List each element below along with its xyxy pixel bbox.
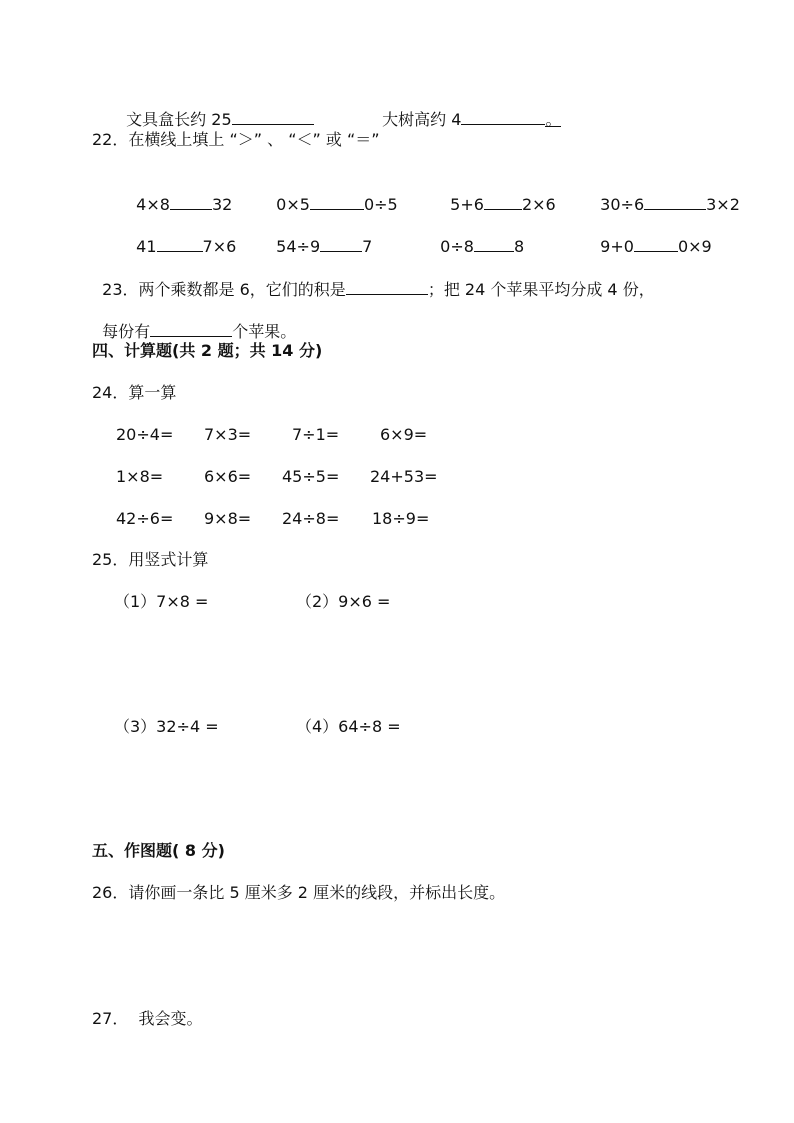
q22-left: 9+0 [600,237,634,256]
q22-blank[interactable] [474,235,514,252]
q24-stem: 24．算一算 [92,383,177,402]
q23-text: 23．两个乘数都是 6，它们的积是 [102,280,346,299]
q22-right: 32 [211,195,233,214]
q24-item: 24÷8= [282,509,340,528]
tree-height-text: 大树高约 4 [382,110,462,129]
q22-left: 5+6 [450,195,484,214]
q25-item: （1）7×8 = [114,592,209,611]
q22-right: 0÷5 [363,195,398,214]
q22-item [126,215,236,257]
q22-right: 8 [513,237,525,256]
q22-left: 0÷8 [440,237,474,256]
q22-blank[interactable] [170,193,212,210]
q22-blank[interactable] [644,193,706,210]
q25-stem: 25．用竖式计算 [92,550,209,569]
q24-item: 6×9= [380,425,428,444]
q22-blank[interactable] [320,235,362,252]
tree-height-blank[interactable] [461,108,545,125]
q23-line2 [92,300,296,342]
q23-apples-blank[interactable] [150,320,232,337]
q22-right: 7 [362,237,373,256]
box-length-text: 文具盒长约 25 [126,110,232,129]
q24-item: 42÷6= [116,509,174,528]
q22-item [590,173,740,215]
q24-item: 45÷5= [282,467,340,486]
q22-item [430,215,524,257]
q22-right: 0×9 [677,237,712,256]
q22-item [590,215,712,257]
section-four-title: 四、计算题(共 2 题；共 14 分) [92,341,323,360]
q24-item: 20÷4= [116,425,174,444]
box-length-item [116,88,314,130]
q23-line1 [92,258,655,300]
q22-left: 41 [136,237,157,256]
q24-item: 7×3= [204,425,252,444]
tree-height-item [372,88,561,130]
q22-left: 4×8 [136,195,170,214]
q25-item: （4）64÷8 = [296,717,401,736]
q23-text: ；把 24 个苹果平均分成 4 份， [427,280,655,299]
q22-blank[interactable] [157,235,203,252]
section-five-title: 五、作图题( 8 分) [92,841,225,860]
q22-item [266,215,372,257]
q24-item: 9×8= [204,509,252,528]
q22-stem: 22．在横线上填上 “＞” 、 “＜” 或 “＝” [92,130,380,149]
q25-item: （3）32÷4 = [114,717,219,736]
q22-left: 54÷9 [276,237,321,256]
q22-item [440,173,556,215]
q22-blank[interactable] [310,193,364,210]
q23-text: 每份有 [102,322,151,341]
q22-right: 3×2 [706,195,740,214]
q22-item [126,173,232,215]
q22-right: 2×6 [521,195,556,214]
q23-product-blank[interactable] [346,278,428,295]
q22-item [266,173,398,215]
tree-height-suffix: 。 [545,110,562,129]
q22-blank[interactable] [634,235,678,252]
q26-stem: 26．请你画一条比 5 厘米多 2 厘米的线段，并标出长度。 [92,883,506,902]
box-length-blank[interactable] [232,108,314,125]
q27-stem: 27． 我会变。 [92,1009,203,1028]
q22-blank[interactable] [484,193,522,210]
q22-left: 0×5 [276,195,310,214]
q23-text: 个苹果。 [232,322,297,341]
q25-item: （2）9×6 = [296,592,391,611]
q24-item: 1×8= [116,467,164,486]
q24-item: 18÷9= [372,509,430,528]
q22-right: 7×6 [202,237,237,256]
q24-item: 6×6= [204,467,252,486]
q22-left: 30÷6 [600,195,645,214]
q24-item: 7÷1= [292,425,340,444]
q24-item: 24+53= [370,467,438,486]
